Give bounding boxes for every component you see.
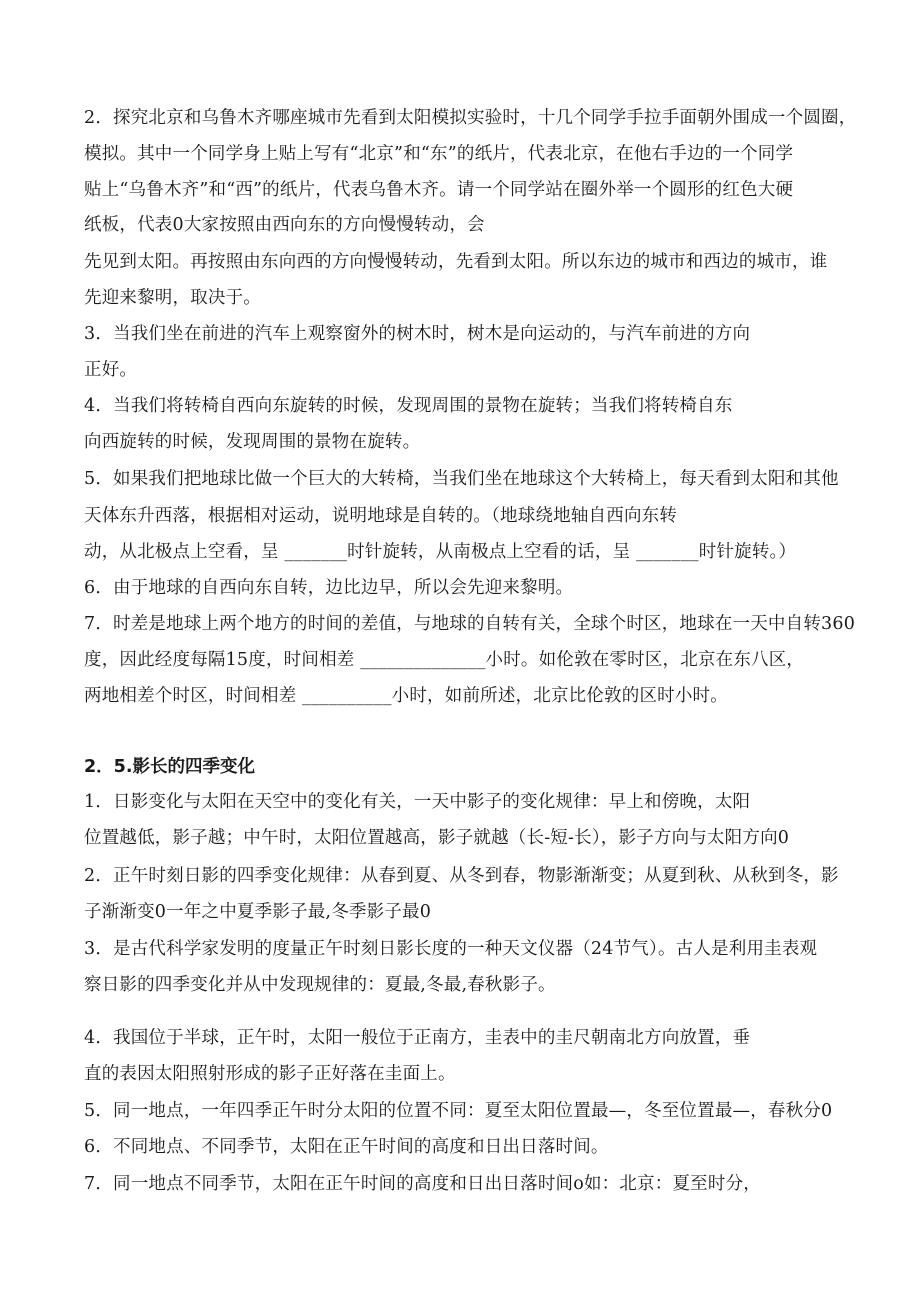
- text-line: 6．不同地点、不同季节，太阳在正午时间的高度和日出日落时间。: [84, 1137, 609, 1157]
- text-line: 3．是古代科学家发明的度量正午时刻日影长度的一种天文仪器（24节气）。古人是利用圭表观: [84, 939, 818, 959]
- text-line: 正好。: [84, 360, 138, 380]
- text-line: 6．由于地球的自西向东自转，边比边早，所以会先迎来黎明。: [84, 578, 574, 598]
- text-line: 两地相差个时区，时间相差 __________小时，如前所述，北京比伦敦的区时小时。: [84, 686, 728, 706]
- text-line: 4．当我们将转椅自西向东旋转的时候，发现周围的景物在旋转；当我们将转椅自东: [84, 396, 733, 416]
- text-line: 动，从北极点上空看，呈 _______时针旋转，从南极点上空看的话，呈 _______时针旋转。）: [84, 542, 797, 562]
- text-line: 4．我国位于半球，正午时，太阳一般位于正南方，圭表中的圭尺朝南北方向放置，垂: [84, 1028, 751, 1048]
- text-line: 贴上“乌鲁木齐”和“西”的纸片，代表乌鲁木齐。请一个同学站在圈外举一个圆形的红色大硬: [84, 180, 794, 200]
- text-line: 位置越低，影子越；中午时，太阳位置越高，影子就越（长-短-长），影子方向与太阳方向0: [84, 828, 790, 848]
- text-line: 7．同一地点不同季节，太阳在正午时间的高度和日出日落时间o如：北京：夏至时分，: [84, 1174, 761, 1194]
- text-line: 纸板，代表0大家按照由西向东的方向慢慢转动，会: [84, 215, 485, 235]
- text-line: 向西旋转的时候，发现周围的景物在旋转。: [84, 432, 421, 452]
- text-line: 度，因此经度每隔15度，时间相差 ______________小时。如伦敦在零时区，北京在东八区，: [84, 650, 805, 670]
- text-line: 3．当我们坐在前进的汽车上观察窗外的树木时，树木是向运动的，与汽车前进的方向: [84, 324, 751, 344]
- text-line: 2．探究北京和乌鲁木齐哪座城市先看到太阳模拟实验时，十几个同学手拉手面朝外围成一个圆圈，: [84, 108, 857, 128]
- text-line: 1．日影变化与太阳在天空中的变化有关，一天中影子的变化规律：早上和傍晚，太阳: [84, 792, 751, 812]
- text-line: 先见到太阳。再按照由东向西的方向慢慢转动，先看到太阳。所以东边的城市和西边的城市，谁: [84, 252, 828, 272]
- text-line: 5．如果我们把地球比做一个巨大的大转椅，当我们坐在地球这个大转椅上，每天看到太阳和其他: [84, 469, 839, 489]
- text-line: 5．同一地点，一年四季正午时分太阳的位置不同：夏至太阳位置最—，冬至位置最—，春秋分0: [84, 1101, 833, 1121]
- section-heading: 2．5.影长的四季变化: [84, 757, 256, 777]
- text-line: 7．时差是地球上两个地方的时间的差值，与地球的自转有关，全球个时区，地球在一天中自转360: [84, 614, 856, 634]
- text-line: 先迎来黎明，取决于。: [84, 288, 261, 308]
- text-line: 子渐渐变0一年之中夏季影子最,冬季影子最0: [84, 902, 432, 922]
- text-line: 天体东升西落，根据相对运动，说明地球是自转的。（地球绕地轴自西向东转: [84, 506, 678, 526]
- text-line: 2．正午时刻日影的四季变化规律：从春到夏、从冬到春，物影渐渐变；从夏到秋、从秋到冬，影: [84, 866, 839, 886]
- text-line: 直的表因太阳照射形成的影子正好落在圭面上。: [84, 1064, 456, 1084]
- text-line: 察日影的四季变化并从中发现规律的：夏最,冬最,春秋影子。: [84, 975, 556, 995]
- text-line: 模拟。其中一个同学身上贴上写有“北京”和“东”的纸片，代表北京，在他右手边的一个同学: [84, 144, 794, 164]
